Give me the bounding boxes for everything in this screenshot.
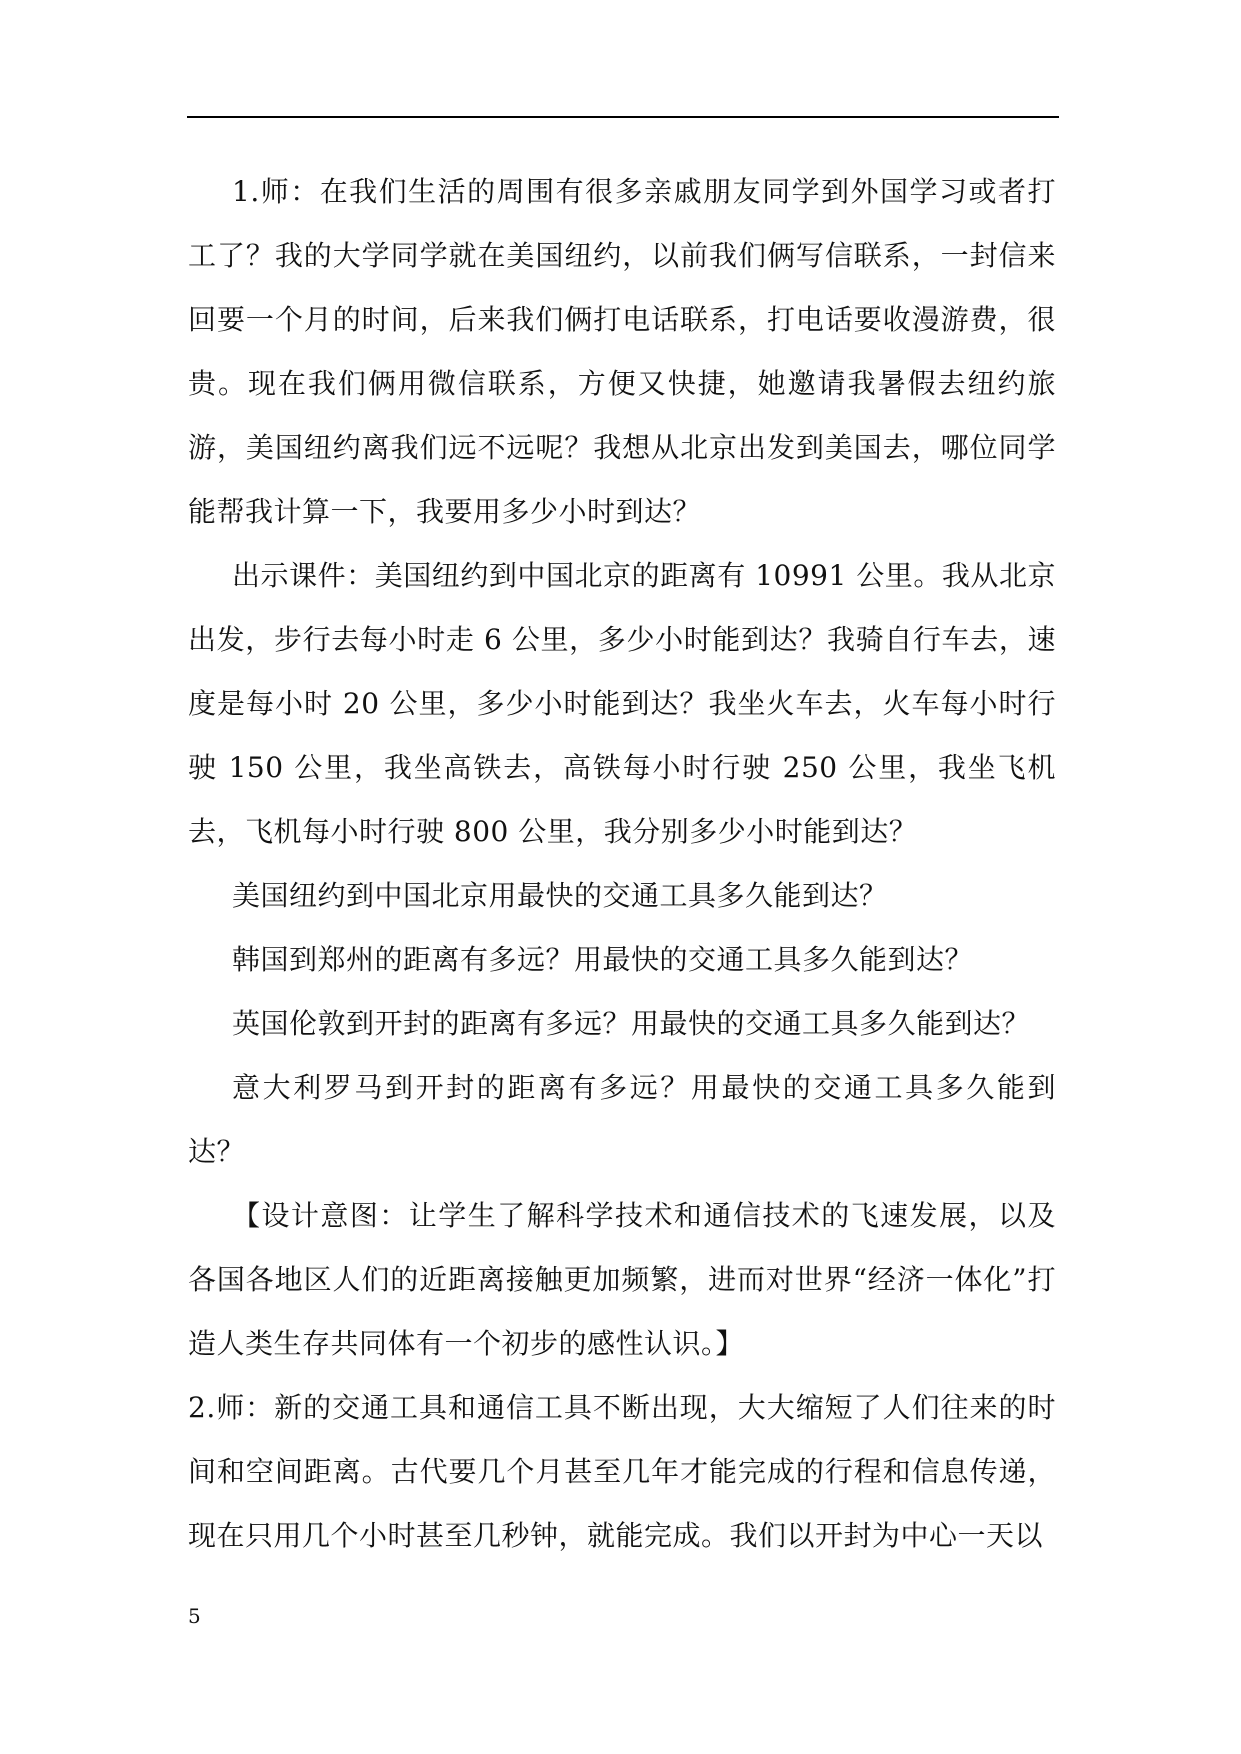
body-text [188,160,1056,1568]
paragraph-question-newyork: 美国纽约到中国北京用最快的交通工具多久能到达？ [232,879,888,912]
paragraph-question-london: 英国伦敦到开封的距离有多远？用最快的交通工具多久能到达？ [232,1007,1031,1040]
header-rule [187,116,1059,118]
paragraph-courseware: 出示课件：美国纽约到中国北京的距离有 10991 公里。我从北京出发，步行去每小时走 6 公里，多少小时能到达？我骑自行车去，速度是每小时 20 公里，多少小时能到达？我坐火车去，火车每小时行驶 150 公里，我坐高铁去，高铁每小时行驶 250 公里，我坐飞机去，飞机每小时行驶 800 公里，我分别多少小时能到达？ [188,559,1056,848]
paragraph-question-korea: 韩国到郑州的距离有多远？用最快的交通工具多久能到达？ [232,943,974,976]
paragraph-question-rome: 意大利罗马到开封的距离有多远？用最快的交通工具多久能到达？ [188,1071,1056,1168]
paragraph-teacher-second: 2.师：新的交通工具和通信工具不断出现，大大缩短了人们往来的时间和空间距离。古代要几个月甚至几年才能完成的行程和信息传递，现在只用几个小时甚至几秒钟，就能完成。我们以开封为中心一天以 [188,1391,1056,1552]
page-number: 5 [188,1604,201,1628]
paragraph-teacher-intro: 1.师：在我们生活的周围有很多亲戚朋友同学到外国学习或者打工了？我的大学同学就在美国纽约，以前我们俩写信联系，一封信来回要一个月的时间，后来我们俩打电话联系，打电话要收漫游费，很贵。现在我们俩用微信联系，方便又快捷，她邀请我暑假去纽约旅游，美国纽约离我们远不远呢？我想从北京出发到美国去，哪位同学能帮我计算一下，我要用多少小时到达？ [188,175,1056,528]
paragraph-design-intent: 【设计意图：让学生了解科学技术和通信技术的飞速发展，以及各国各地区人们的近距离接触更加频繁，进而对世界“经济一体化”打造人类生存共同体有一个初步的感性认识。】 [188,1199,1056,1360]
